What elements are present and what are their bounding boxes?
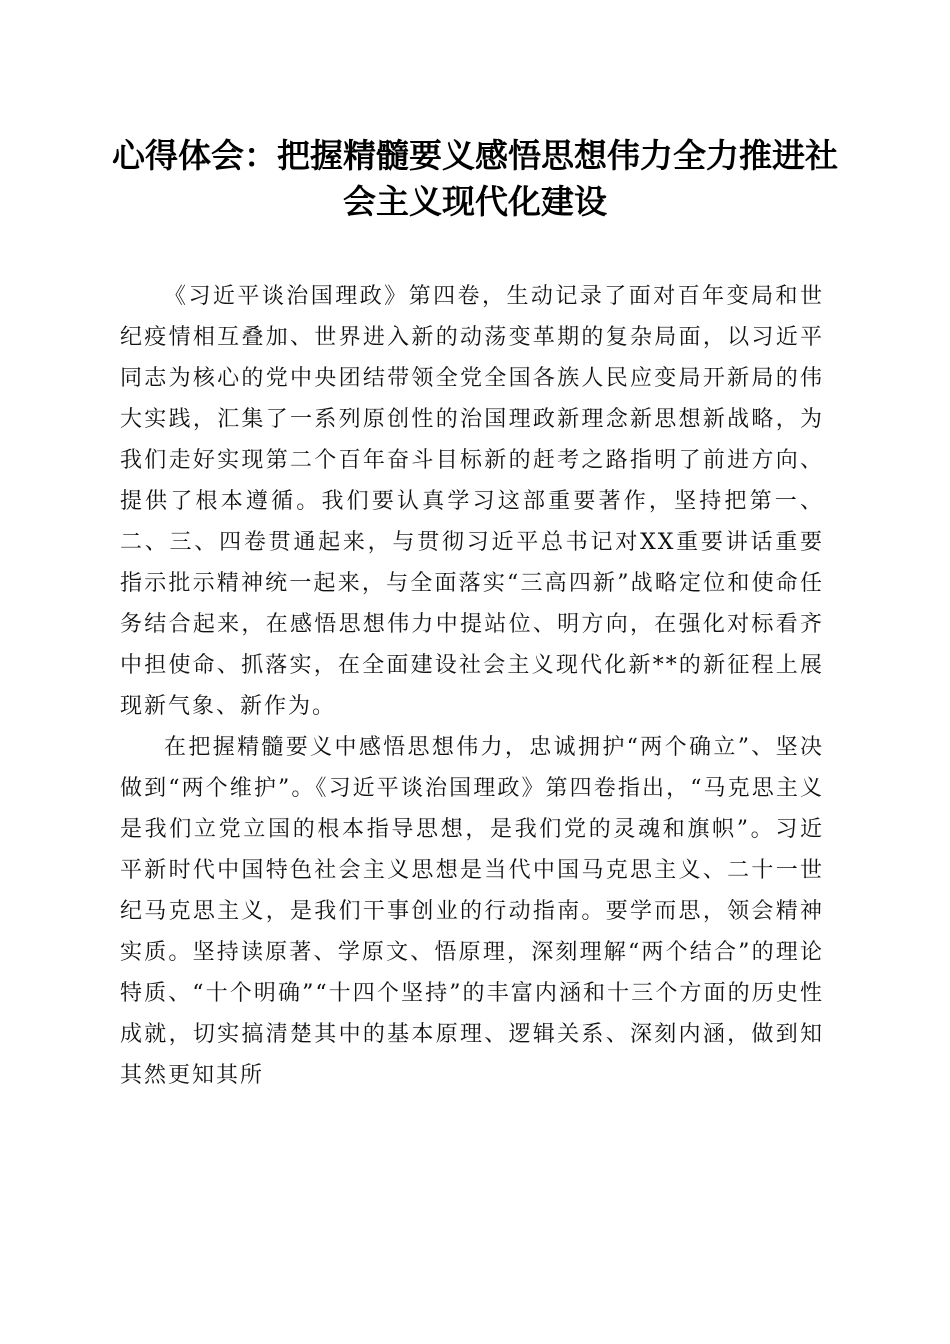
document-title: 心得体会：把握精髓要义感悟思想伟力全力推进社会主义现代化建设 bbox=[112, 136, 838, 221]
document-body bbox=[120, 276, 824, 1096]
paragraph-1: 《习近平谈治国理政》第四卷，生动记录了面对百年变局和世纪疫情相互叠加、世界进入新的动荡变革期的复杂局面，以习近平同志为核心的党中央团结带领全党全国各族人民应变局开新局的伟大实践，汇集了一系列原创性的治国理政新理念新思想新战略，为我们走好实现第二个百年奋斗目标新的赶考之路指明了前进方向、提供了根本遵循。我们要认真学习这部重要著作，坚持把第一、二、三、四卷贯通起来，与贯彻习近平总书记对XX重要讲话重要指示批示精神统一起来，与全面落实“三高四新”战略定位和使命任务结合起来，在感悟思想伟力中提站位、明方向，在强化对标看齐中担使命、抓落实，在全面建设社会主义现代化新**的新征程上展现新气象、新作为。 bbox=[120, 284, 824, 719]
paragraph-2: 在把握精髓要义中感悟思想伟力，忠诚拥护“两个确立”、坚决做到“两个维护”。《习近平谈治国理政》第四卷指出，“马克思主义是我们立党立国的根本指导思想，是我们党的灵魂和旗帜”。习近平新时代中国特色社会主义思想是当代中国马克思主义、二十一世纪马克思主义，是我们干事创业的行动指南。要学而思，领会精神实质。坚持读原著、学原文、悟原理，深刻理解“两个结合”的理论特质、“十个明确”“十四个坚持”的丰富内涵和十三个方面的历史性成就，切实搞清楚其中的基本原理、逻辑关系、深刻内涵，做到知其然更知其所 bbox=[120, 735, 824, 1088]
